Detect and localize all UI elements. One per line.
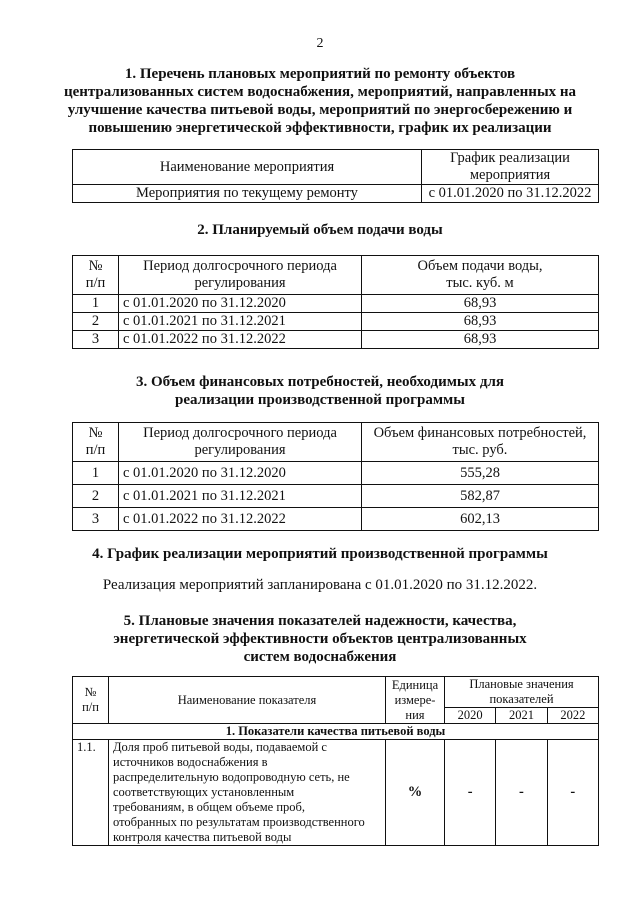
row-num: 3 xyxy=(73,331,119,349)
row-period: с 01.01.2022 по 31.12.2022 xyxy=(119,331,362,349)
header-unit-line: измере- xyxy=(394,692,436,707)
header-volume-line: тыс. куб. м xyxy=(446,275,514,291)
section1-title xyxy=(0,65,640,137)
row-num: 1.1. xyxy=(73,740,109,846)
indicator-name-line: соответствующих установленным xyxy=(113,785,295,799)
table-row xyxy=(73,740,599,846)
table-row xyxy=(73,295,599,313)
indicator-name-line: контроля качества питьевой воды xyxy=(113,830,292,844)
header-unit-line: ния xyxy=(405,707,425,722)
indicator-name-line: распределительную водопроводную сеть, не xyxy=(113,770,350,784)
header-unit-line: Единица xyxy=(391,677,439,692)
header-period-line: регулирования xyxy=(194,275,286,291)
section5-title-line: 5. Плановые значения показателей надежности, качества, xyxy=(123,613,517,629)
table-row xyxy=(73,185,599,203)
row-volume: 68,93 xyxy=(362,313,599,331)
table-header-row xyxy=(73,256,599,295)
page-number: 2 xyxy=(316,36,324,51)
header-period-line: регулирования xyxy=(194,442,286,458)
section4-title xyxy=(0,545,640,563)
activity-schedule: с 01.01.2020 по 31.12.2022 xyxy=(422,185,599,203)
table-header-row xyxy=(73,150,599,185)
section5-title-line: энергетической эффективности объектов централизованных xyxy=(113,631,527,647)
row-num: 2 xyxy=(73,313,119,331)
indicators-table xyxy=(72,676,599,846)
table-row xyxy=(73,331,599,349)
header-financial-line: Объем финансовых потребностей, xyxy=(373,425,587,441)
row-value-2021: - xyxy=(496,740,547,846)
row-amount: 582,87 xyxy=(362,485,599,508)
row-num: 1 xyxy=(73,295,119,313)
section1-title-line: улучшение качества питьевой воды, мероприятий по энергосбережению и xyxy=(67,102,573,118)
header-period-line: Период долгосрочного периода xyxy=(143,425,337,441)
header-schedule-line: График реализации xyxy=(450,150,570,166)
water-supply-table xyxy=(72,255,599,349)
header-indicator-name: Наименование показателя xyxy=(109,677,386,724)
header-unit xyxy=(386,677,445,724)
header-period xyxy=(119,256,362,295)
section4-text: Реализация мероприятий запланирована с 01.01.2020 по 31.12.2022. xyxy=(102,577,538,593)
header-num xyxy=(73,256,119,295)
header-financial xyxy=(362,423,599,462)
indicator-name-line: источников водоснабжения в xyxy=(113,755,268,769)
row-num: 3 xyxy=(73,508,119,531)
activities-table xyxy=(72,149,599,203)
header-num-line: п/п xyxy=(85,275,106,291)
header-period xyxy=(119,423,362,462)
header-financial-line: тыс. руб. xyxy=(452,442,508,458)
row-unit: % xyxy=(386,740,445,846)
table-header-row xyxy=(73,423,599,462)
row-amount: 602,13 xyxy=(362,508,599,531)
indicator-name-line: отобранных по результатам производственного xyxy=(113,815,365,829)
header-volume xyxy=(362,256,599,295)
row-period: с 01.01.2020 по 31.12.2020 xyxy=(119,462,362,485)
table-row xyxy=(73,462,599,485)
section4-title-text: 4. График реализации мероприятий производственной программы xyxy=(92,546,548,562)
indicator-name-line: Доля проб питьевой воды, подаваемой с xyxy=(113,740,327,754)
section1-title-line: повышению энергетической эффективности, график их реализации xyxy=(88,120,552,136)
indicator-name-line: требованиям, в общем объеме проб, xyxy=(113,800,306,814)
table-row xyxy=(73,485,599,508)
row-period: с 01.01.2021 по 31.12.2021 xyxy=(119,313,362,331)
table-row xyxy=(73,313,599,331)
header-num xyxy=(73,423,119,462)
section2-title-text: 2. Планируемый объем подачи воды xyxy=(197,222,443,238)
header-year-2021: 2021 xyxy=(496,708,547,724)
header-num xyxy=(73,677,109,724)
row-value-2020: - xyxy=(445,740,496,846)
header-num-line: № xyxy=(88,258,103,274)
header-planned-line: показателей xyxy=(489,692,554,706)
header-period-line: Период долгосрочного периода xyxy=(143,258,337,274)
header-planned-values xyxy=(445,677,599,708)
section5-title-line: систем водоснабжения xyxy=(243,649,397,665)
header-planned-line: Плановые значения xyxy=(469,677,574,691)
section3-title-line: 3. Объем финансовых потребностей, необходимых для xyxy=(135,374,505,390)
table-header-row xyxy=(73,677,599,708)
table-row xyxy=(73,508,599,531)
row-amount: 555,28 xyxy=(362,462,599,485)
header-num-line: № xyxy=(84,685,97,699)
header-year-2020: 2020 xyxy=(445,708,496,724)
section3-title-line: реализации производственной программы xyxy=(175,392,465,408)
header-schedule-line: мероприятия xyxy=(469,167,551,183)
header-num-line: п/п xyxy=(85,442,106,458)
row-period: с 01.01.2021 по 31.12.2021 xyxy=(119,485,362,508)
header-year-2022: 2022 xyxy=(547,708,598,724)
row-volume: 68,93 xyxy=(362,295,599,313)
activity-name: Мероприятия по текущему ремонту xyxy=(73,185,422,203)
row-num: 2 xyxy=(73,485,119,508)
section2-title xyxy=(0,221,640,239)
row-volume: 68,93 xyxy=(362,331,599,349)
financial-needs-table xyxy=(72,422,599,531)
section1-title-line: 1. Перечень плановых мероприятий по ремонту объектов xyxy=(124,66,516,82)
row-num: 1 xyxy=(73,462,119,485)
row-period: с 01.01.2020 по 31.12.2020 xyxy=(119,295,362,313)
row-value-2022: - xyxy=(547,740,598,846)
section1-title-line: централизованных систем водоснабжения, мероприятий, направленных на xyxy=(63,84,577,100)
group-row xyxy=(73,724,599,740)
section5-title xyxy=(0,612,640,666)
row-period: с 01.01.2022 по 31.12.2022 xyxy=(119,508,362,531)
row-indicator-name xyxy=(109,740,386,846)
header-schedule xyxy=(422,150,599,185)
header-activity-name: Наименование мероприятия xyxy=(73,150,422,185)
header-num-line: № xyxy=(88,425,103,441)
header-volume-line: Объем подачи воды, xyxy=(417,258,543,274)
group-title: 1. Показатели качества питьевой воды xyxy=(73,724,599,740)
section3-title xyxy=(0,373,640,409)
header-num-line: п/п xyxy=(82,700,99,714)
